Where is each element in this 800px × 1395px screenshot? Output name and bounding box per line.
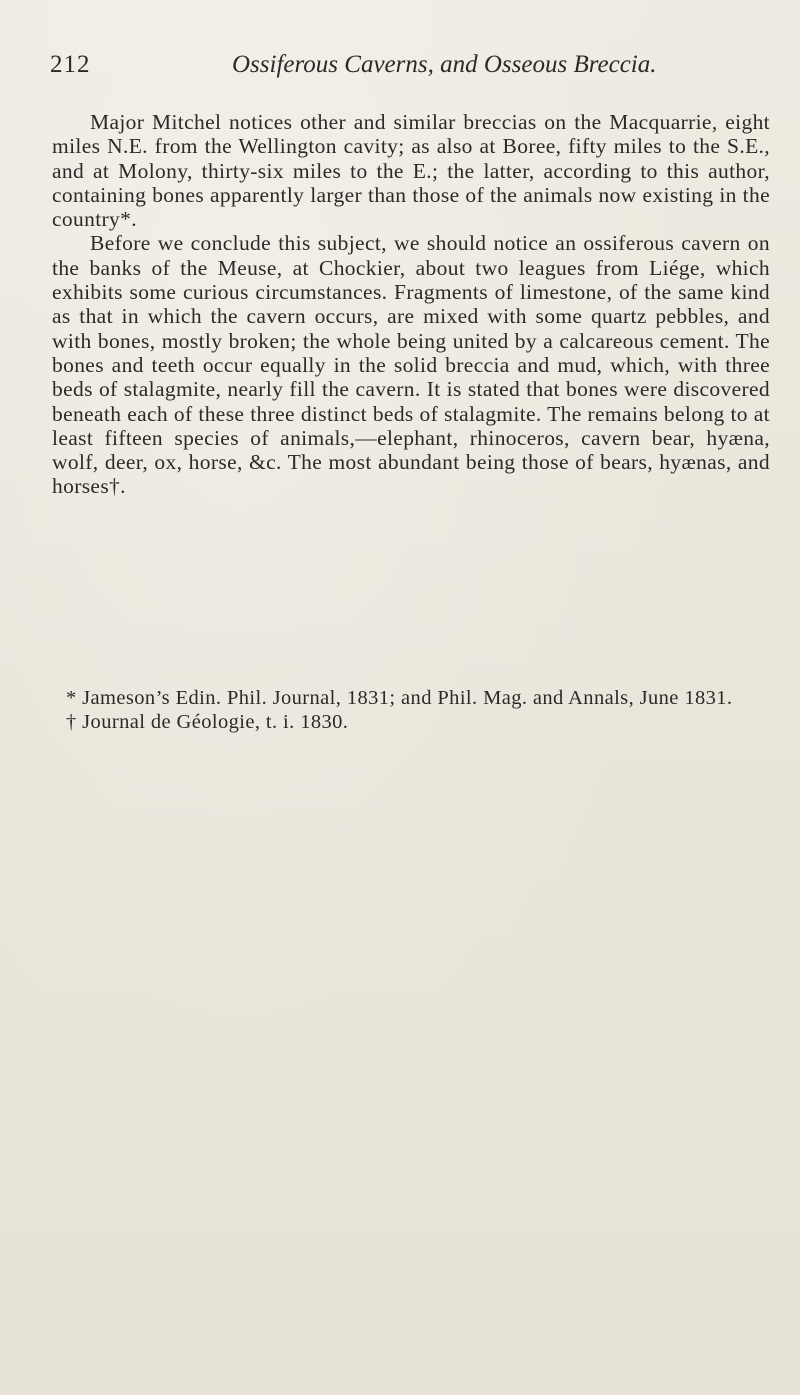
footnote: * Jameson’s Edin. Phil. Journal, 1831; and Phil. Mag. and Annals, June 1831.: [66, 687, 733, 709]
footnotes: [52, 686, 770, 734]
paragraph: Major Mitchel notices other and similar breccias on the Macquarrie, eight miles N.E. from the Wellington cavity; as also at Boree, fifty miles to the S.E., and at Molony, thirty-six miles to the E.; the latter, according to this author, containing bones apparently larger than those of the animals now existing in the country*.: [52, 110, 770, 232]
page-number: 212: [50, 51, 91, 78]
paragraph: Before we conclude this subject, we should notice an ossiferous cavern on the banks of the Meuse, at Chockier, about two leagues from Liége, which exhibits some curious circumstances. Fragments of limestone, of the same kind as that in which the cavern occurs, are mixed with some quartz pebbles, and with bones, mostly broken; the whole being united by a calcareous cement. The bones and teeth occur equally in the solid breccia and mud, which, with three beds of stalagmite, nearly fill the cavern. It is stated that bones were discovered beneath each of these three distinct beds of stalagmite. The remains belong to at least fifteen species of animals,—elephant, rhinoceros, cavern bear, hyæna, wolf, deer, ox, horse, &c. The most abundant being those of bears, hyænas, and horses†.: [52, 231, 770, 499]
running-title: Ossiferous Caverns, and Osseous Breccia.: [232, 51, 657, 78]
running-head: [50, 48, 770, 82]
footnote: † Journal de Géologie, t. i. 1830.: [66, 711, 349, 733]
body-text: [52, 110, 770, 499]
